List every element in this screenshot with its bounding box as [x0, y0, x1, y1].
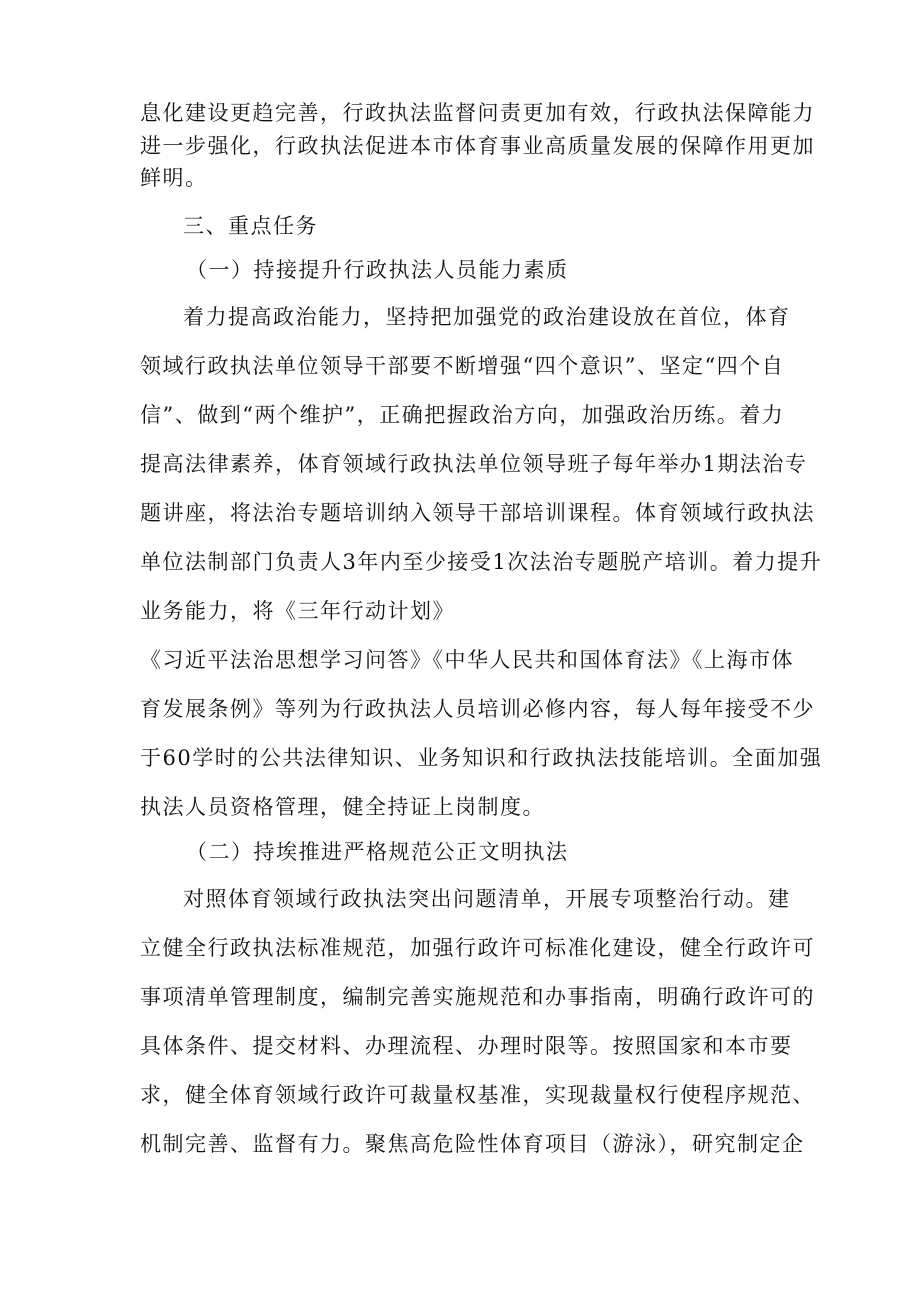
paragraph-line: 求，健全体育领域行政许可裁量权基准，实现裁量权行使程序规范、: [140, 1083, 815, 1107]
paragraph-line: 着力提高政治能力，坚持把加强党的政治建设放在首位，体育: [183, 305, 791, 329]
paragraph-line: 题讲座，将法治专题培训纳入领导干部培训课程。体育领域行政执法: [140, 501, 815, 525]
paragraph-line: 业务能力，将《三年行动计划》: [140, 599, 455, 623]
paragraph-line: 鲜明。: [140, 166, 208, 190]
paragraph-line: 具体条件、提交材料、办理流程、办理时限等。按照国家和本市要: [140, 1034, 793, 1058]
paragraph-line: 提高法律素养，体育领域行政执法单位领导班子每年举办1期法治专: [140, 452, 808, 476]
paragraph-line: 对照体育领域行政执法突出问题清单，开展专项整治行动。建: [183, 887, 791, 911]
paragraph-line: 进一步强化，行政执法促进本市体育事业高质量发展的保障作用更加: [140, 134, 815, 158]
paragraph-line: 领域行政执法单位领导干部要不断增强“四个意识”、坚定“四个自: [140, 354, 785, 378]
paragraph-line: 于60学时的公共法律知识、业务知识和行政执法技能培训。全面加强: [140, 746, 823, 770]
paragraph-line: 育发展条例》等列为行政执法人员培训必修内容，每人每年接受不少: [140, 697, 815, 721]
subsection-heading: （二）持埃推进严格规范公正文明执法: [186, 840, 569, 864]
section-heading: 三、重点任务: [183, 214, 318, 238]
paragraph-line: 执法人员资格管理，健全持证上岗制度。: [140, 795, 545, 819]
paragraph-line: 《习近平法治思想学习问答》《中华人民共和国体育法》《上海市体: [140, 648, 794, 672]
paragraph-line: 信”、做到“两个维护”，正确把握政治方向，加强政治历练。着力: [140, 403, 785, 427]
paragraph-line: 机制完善、监督有力。聚焦高危险性体育项目（游泳），研究制定企: [140, 1132, 805, 1156]
paragraph-line: 立健全行政执法标准规范，加强行政许可标准化建设，健全行政许可: [140, 936, 815, 960]
paragraph-line: 息化建设更趋完善，行政执法监督问责更加有效，行政执法保障能力: [140, 101, 815, 125]
paragraph-line: 事项清单管理制度，编制完善实施规范和办事指南，明确行政许可的: [140, 985, 815, 1009]
paragraph-line: 单位法制部门负责人3年内至少接受1次法治专题脱产培训。着力提升: [140, 550, 823, 574]
subsection-heading: （一）持接提升行政执法人员能力素质: [186, 258, 569, 282]
